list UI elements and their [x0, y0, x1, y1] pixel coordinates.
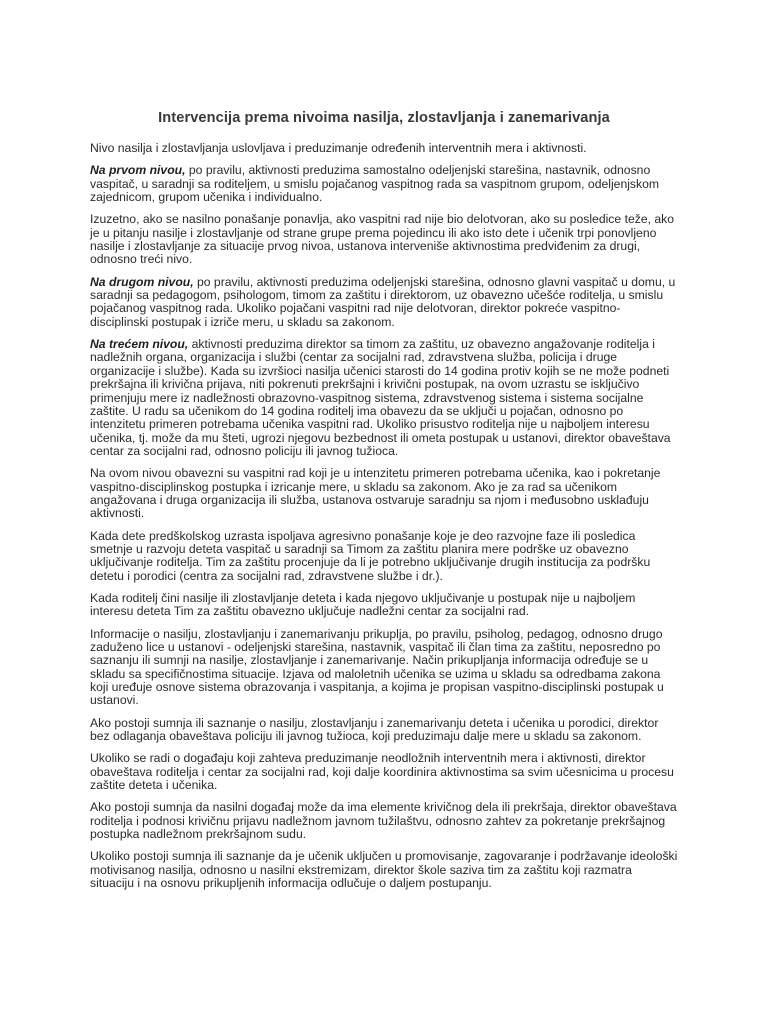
paragraph-text: Ukoliko postoji sumnja ili saznanje da je učenik uključen u promovisanje, zagovaranje i podržavanje ideološki motivisanog nasilja, odnosno u nasilni ekstremizam, direktor škole saziva tim za zaštitu koji razmatra situaciju i na osnovu prikupljenih informacija odlučuje o daljem postupanju.	[90, 849, 678, 891]
paragraph-information-collection	[90, 628, 678, 708]
paragraph-third-level	[90, 338, 678, 458]
paragraph-urgent-measures	[90, 752, 678, 792]
paragraph-text: po pravilu, aktivnosti preduzima odeljenjski starešina, odnosno glavni vaspitač u domu, u saradnji sa pedagogom, psihologom, timom za zaštitu i direktorom, uz obavezno učešće roditelja, u smislu pojačanog vaspitnog rada. Ukoliko pojačani vaspitni rad nije delotvoran, direktor pokreće vaspitno-disciplinski postupak i izriče meru, u skladu sa zakonom.	[90, 274, 676, 329]
paragraph-text: Informacije o nasilju, zlostavljanju i zanemarivanju prikuplja, po pravilu, psiholog, pedagog, odnosno drugo zaduženo lice u ustanovi - odeljenjski starešina, nastavnik, vaspitač ili član tima za zaštitu, neposredno po saznanju ili sumnji na nasilje, zlostavljanje i zanemarivanje. Način prikupljanja informacija određuje se u skladu sa specifičnostima situacije. Izjava od maloletnih učenika se uzima u skladu sa odredbama zakona koji uređuje osnove sistema obrazovanja i vaspitanja, a kojima je propisan vaspitno-disciplinski postupak u ustanovi.	[90, 626, 664, 708]
paragraph-exception	[90, 213, 678, 266]
paragraph-text: Kada roditelj čini nasilje ili zlostavljanje deteta i kada njegovo uključivanje u postupak nije u najboljem interesu deteta Tim za zaštitu obavezno uključuje nadležni centar za socijalni rad.	[90, 590, 636, 619]
paragraph-text: po pravilu, aktivnosti preduzima samostalno odeljenjski starešina, nastavnik, odnosno vaspitač, u saradnji sa roditeljem, u smislu pojačanog vaspitnog rada sa vaspitnom grupom, odeljenjskom zajednicom, grupom učenika i individualno.	[90, 163, 660, 205]
paragraph-lead: Na trećem nivou,	[90, 337, 189, 352]
paragraph-lead: Na drugom nivou,	[90, 274, 194, 289]
paragraph-text: Na ovom nivou obavezni su vaspitni rad koji je u intenzitetu primeren potrebama učenika, kao i pokretanje vaspitno-disciplinskog postupka i izricanje mere, u skladu sa zakonom. Ako je za rad sa učenikom angažovana i druga organizacija ili služba, ustanova ostvaruje saradnju sa njom i međusobno usklađuju aktivnosti.	[90, 466, 661, 521]
paragraph-text: Ukoliko se radi o događaju koji zahteva preduzimanje neodložnih interventnih mera i aktivnosti, direktor obaveštava roditelja i centar za socijalni rad, koji dalje koordinira aktivnostima sa svim učesnicima u procesu zaštite deteta i učenika.	[90, 751, 674, 793]
paragraph-text: Ako postoji sumnja ili saznanje o nasilju, zlostavljanju i zanemarivanju deteta i učenika u porodici, direktor bez odlaganja obaveštava policiju ili javnog tužioca, koji preduzimaju dalje mere u skladu sa zakonom.	[90, 715, 659, 744]
paragraph-family-violence	[90, 717, 678, 744]
paragraph-text: Ako postoji sumnja da nasilni događaj može da ima elemente krivičnog dela ili prekršaja, direktor obaveštava roditelja i podnosi krivičnu prijavu nadležnom javnom tužilaštvu, odnosno zahtev za pokretanje prekršajnog postupka nadležnom prekršajnom sudu.	[90, 800, 677, 842]
paragraph-lead: Na prvom nivou,	[90, 163, 186, 178]
paragraph-parent-violence	[90, 592, 678, 619]
paragraph-extremism	[90, 850, 678, 890]
paragraph-preschool	[90, 530, 678, 583]
paragraph-third-level-obligations	[90, 467, 678, 520]
page-title: Intervencija prema nivoima nasilja, zlostavljanja i zanemarivanja	[158, 110, 610, 126]
paragraph-text: Kada dete predškolskog uzrasta ispoljava agresivno ponašanje koje je deo razvojne faze ili posledica smetnje u razvoju deteta vaspitač u saradnji sa Timom za zaštitu planira mere podrške uz obavezno uključivanje roditelja. Tim za zaštitu procenjuje da li je potrebno uključivanje drugih institucija za podršku detetu i porodici (centra za socijalni rad, zdravstvene službe i dr.).	[90, 528, 651, 583]
paragraph-intro	[90, 142, 678, 155]
paragraph-first-level	[90, 164, 678, 204]
paragraph-text: Izuzetno, ako se nasilno ponašanje ponavlja, ako vaspitni rad nije bio delotvoran, ako su posledice teže, ako je u pitanju nasilje i zlostavljanje od strane grupe prema pojedincu ili ako isto dete i učenik trpi ponovljeno nasilje i zlostavljanje za situacije prvog nivoa, ustanova interveniše aktivnostima predviđenim za drugi, odnosno treći nivo.	[90, 212, 675, 267]
paragraph-text: aktivnosti preduzima direktor sa timom za zaštitu, uz obavezno angažovanje roditelja i nadležnih organa, organizacija i službi (centar za socijalni rad, zdravstvena služba, policija i druge organizacije i službe). Kada su izvršioci nasilja učenici starosti do 14 godina protiv kojih se ne može podneti prekršajna ili krivična prijava, niti pokrenuti prekršajni i krivični postupak, na ovom uzrastu se isključivo primenjuju mere iz nadležnosti obrazovno-vaspitnog sistema, zdravstvenog sistema i sistema socijalne zaštite. U radu sa učenikom do 14 godina roditelj ima obavezu da se uključi u pojačan, odnosno po intenzitetu primeren potrebama učenika vaspitni rad. Ukoliko prisustvo roditelja nije u najboljem interesu učenika, tj. može da mu šteti, ugrozi njegovu bezbednost ili ometa postupak u ustanovi, direktor obaveštava centar za socijalni rad, odnosno policiju ili javnog tužioca.	[90, 337, 671, 458]
paragraph-criminal-elements	[90, 801, 678, 841]
paragraph-second-level	[90, 276, 678, 329]
paragraph-text: Nivo nasilja i zlostavljanja uslovljava i preduzimanje određenih interventnih mera i aktivnosti.	[90, 141, 587, 155]
